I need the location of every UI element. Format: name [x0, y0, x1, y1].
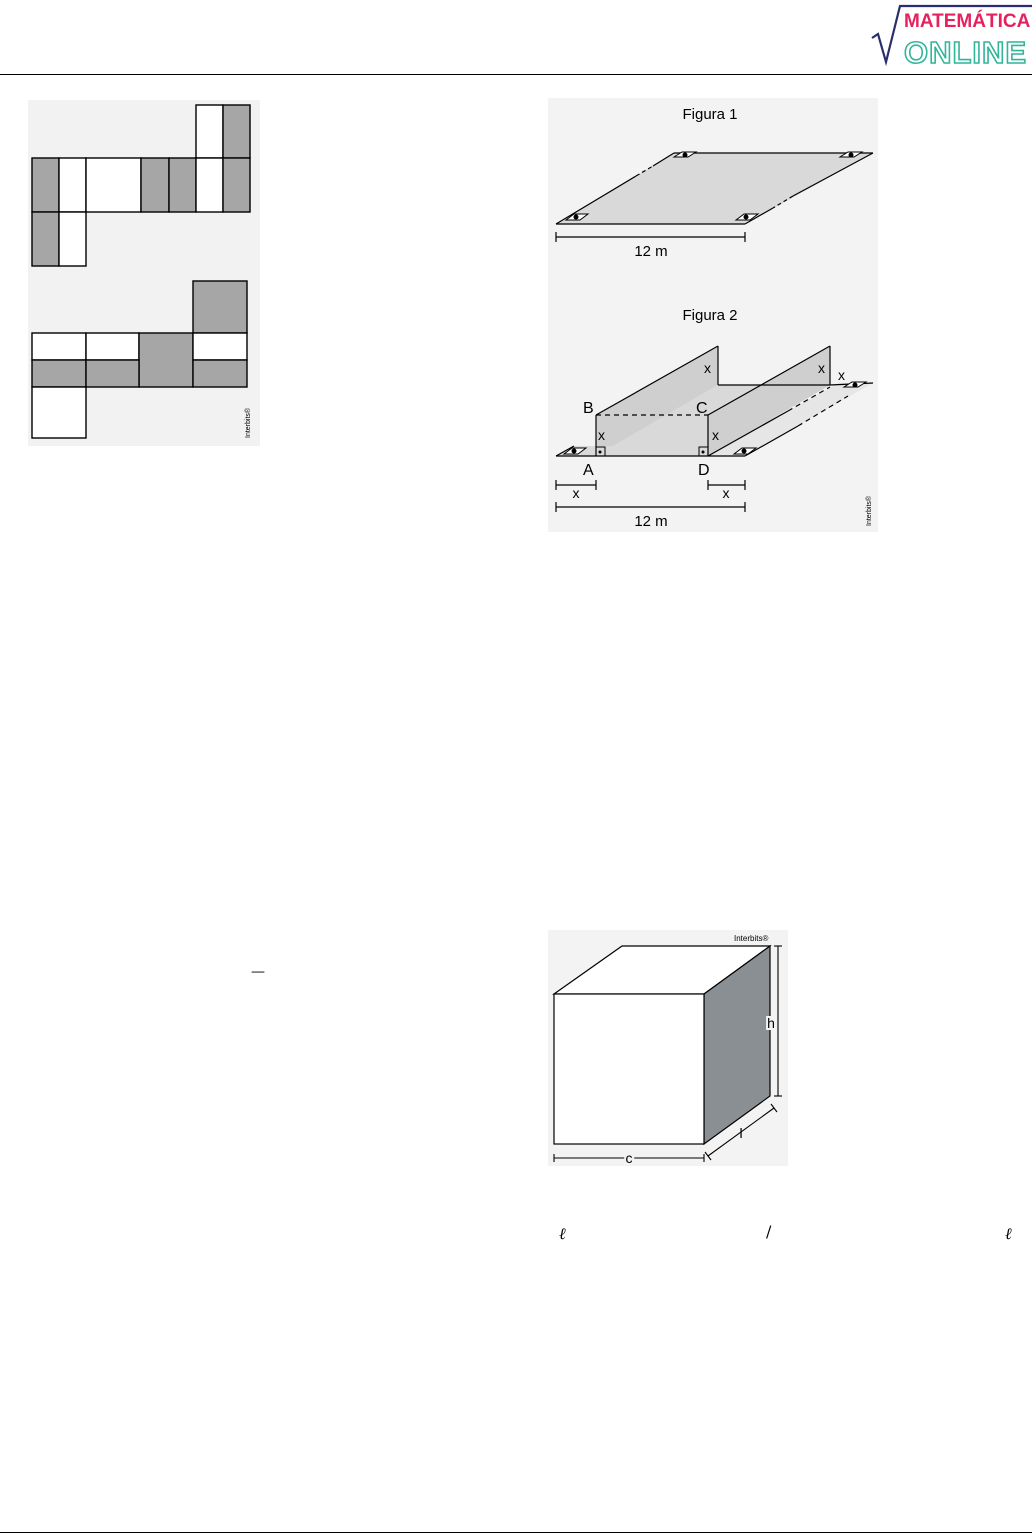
vertex-d: D — [698, 462, 710, 479]
vertex-c: C — [696, 400, 708, 417]
side-x-right-wall: x — [712, 427, 719, 443]
box-credit: Interbits® — [734, 934, 769, 943]
fig1-measure: 12 m — [634, 243, 668, 260]
slash-mark: / — [766, 1222, 772, 1241]
side-x-back-left: x — [704, 360, 711, 376]
fig2-title: Figura 2 — [682, 307, 738, 324]
box-length-label: c — [625, 1150, 633, 1166]
side-x-left-wall: x — [598, 427, 605, 443]
side-x-flap: x — [838, 367, 845, 383]
dim-x-right: x — [722, 485, 730, 501]
logo-line2: ONLINE — [904, 35, 1028, 70]
header-rule — [0, 74, 1032, 75]
vertex-b: B — [583, 400, 594, 417]
dim-x-left: x — [572, 485, 580, 501]
matematica-online-logo — [866, 0, 1032, 70]
side-x-back-right: x — [818, 360, 825, 376]
pool-figure — [548, 98, 878, 532]
ell-symbol-1: ℓ — [559, 1224, 566, 1243]
box-height-label: h — [767, 1015, 775, 1031]
vertex-a: A — [583, 462, 594, 479]
logo-line1: MATEMÁTICA — [904, 11, 1031, 32]
overline-mark: — — [251, 964, 265, 980]
nets-credit: Interbits® — [245, 407, 252, 438]
box-front-face — [554, 994, 704, 1144]
footer-rule — [0, 1532, 1032, 1533]
box-width-label: l — [739, 1125, 743, 1141]
fig1-title: Figura 1 — [682, 106, 738, 123]
nets-figure — [28, 100, 260, 446]
ell-symbol-2: ℓ — [1005, 1224, 1012, 1243]
box-figure — [548, 930, 788, 1166]
fig2-measure: 12 m — [634, 513, 668, 530]
pool-credit: Interbits® — [866, 495, 873, 526]
